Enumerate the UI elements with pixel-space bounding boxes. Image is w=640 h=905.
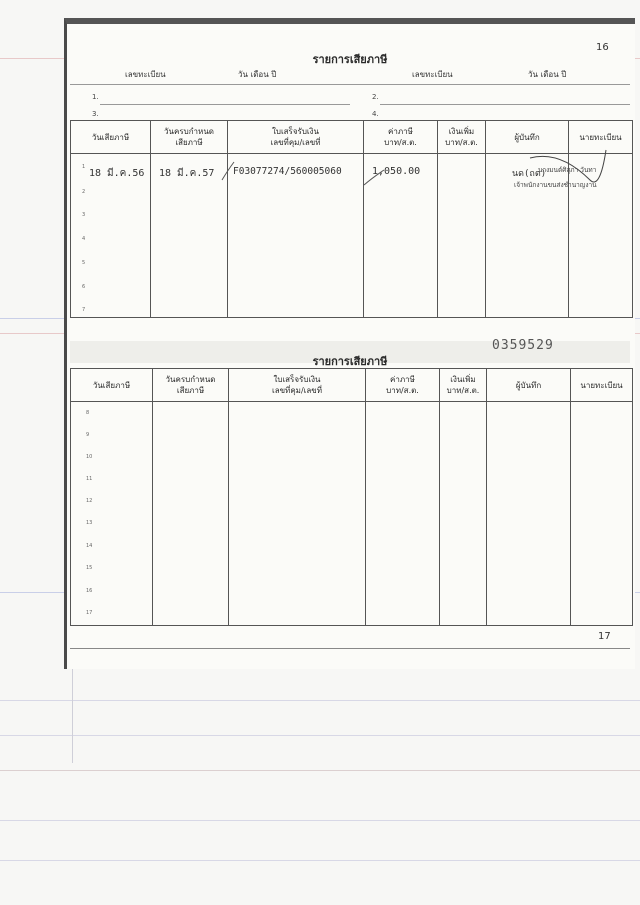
date-label-1: วัน เดือน ปี <box>238 70 277 79</box>
line-1: 1. <box>92 93 99 101</box>
row-number: 12 <box>86 498 93 504</box>
row-number: 10 <box>86 454 93 460</box>
row-number: 13 <box>86 520 93 526</box>
row-number: 11 <box>86 476 93 482</box>
pen-stroke <box>222 162 234 180</box>
row-number: 6 <box>82 284 86 290</box>
reg-label-2: เลขทะเบียน <box>412 70 453 79</box>
line-4: 4. <box>372 110 379 118</box>
row-number: 4 <box>82 236 86 242</box>
pen-stroke <box>364 170 384 185</box>
row-number: 5 <box>82 260 86 266</box>
row-number: 7 <box>82 307 86 313</box>
page-number-top: 16 <box>596 42 609 53</box>
table-cell <box>71 402 153 626</box>
serial-number: 0359529 <box>492 338 554 353</box>
col-pay-date: วันเสียภาษี <box>71 121 151 154</box>
date-label-2: วัน เดือน ปี <box>528 70 567 79</box>
row-number: 3 <box>82 212 86 218</box>
table-cell <box>229 402 366 626</box>
col-due-date: วันครบกำหนด เสียภาษี <box>153 369 229 402</box>
entry-receipt: F03077274/560005060 <box>233 166 342 177</box>
col-tax: ค่าภาษี บาท/ส.ต. <box>366 369 440 402</box>
row-number: 14 <box>86 543 93 549</box>
entry-pay-date: 18 มี.ค.56 <box>89 168 145 179</box>
tax-table-2 <box>70 368 633 626</box>
section1-title: รายการเสียภาษี <box>312 53 388 66</box>
row-number: 16 <box>86 588 93 594</box>
col-pay-date: วันเสียภาษี <box>71 369 153 402</box>
table-cell <box>366 402 440 626</box>
section2-title: รายการเสียภาษี <box>312 355 388 368</box>
row-number: 1 <box>82 164 86 170</box>
table-cell <box>487 402 571 626</box>
col-registrar: นายทะเบียน <box>571 369 633 402</box>
page-number-bottom: 17 <box>598 631 611 642</box>
col-due-date: วันครบกำหนด เสียภาษี <box>151 121 228 154</box>
row-number: 17 <box>86 610 93 616</box>
col-receipt: ใบเสร็จรับเงิน เลขที่คุม/เลขที่ <box>228 121 364 154</box>
col-recorder: ผู้บันทึก <box>487 369 571 402</box>
row-number: 8 <box>86 410 90 416</box>
table-cell <box>153 402 229 626</box>
col-recorder: ผู้บันทึก <box>486 121 569 154</box>
line-3: 3. <box>92 110 99 118</box>
table-cell <box>571 402 633 626</box>
entry-recorder: นด(ถต) <box>512 169 547 179</box>
row-number: 9 <box>86 432 90 438</box>
col-registrar: นายทะเบียน <box>569 121 633 154</box>
col-receipt: ใบเสร็จรับเงิน เลขที่คุม/เลขที่ <box>229 369 366 402</box>
row-number: 15 <box>86 565 93 571</box>
col-surcharge: เงินเพิ่ม บาท/ส.ต. <box>438 121 486 154</box>
entry-tax: 1,050.00 <box>372 166 421 177</box>
line-2: 2. <box>372 93 379 101</box>
col-tax: ค่าภาษี บาท/ส.ต. <box>364 121 438 154</box>
col-surcharge: เงินเพิ่ม บาท/ส.ต. <box>440 369 487 402</box>
registrar-name: นางมนต์ศิสุภา วันทา <box>538 166 597 174</box>
reg-label-1: เลขทะเบียน <box>125 70 166 79</box>
row-number: 2 <box>82 189 86 195</box>
signature <box>530 150 606 182</box>
table-cell <box>440 402 487 626</box>
entry-due-date: 18 มี.ค.57 <box>159 168 215 179</box>
registrar-title: เจ้าพนักงานขนส่งชำนาญงาน <box>514 181 597 189</box>
divider <box>70 648 630 649</box>
